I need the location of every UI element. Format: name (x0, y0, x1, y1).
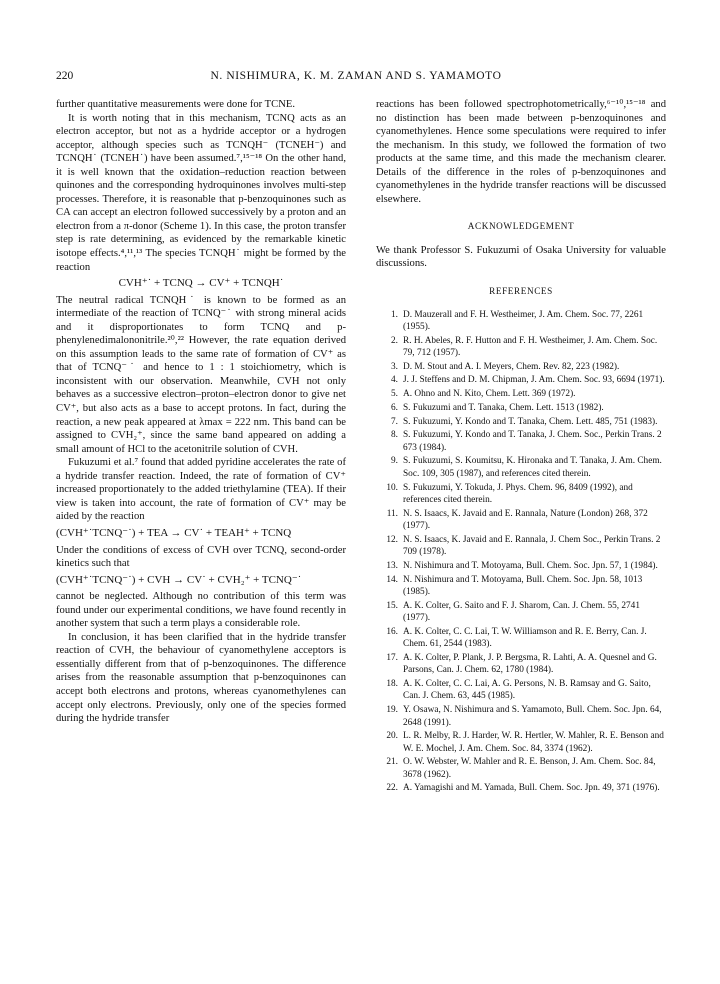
reference-number: 16. (386, 626, 398, 637)
reference-item (376, 534, 666, 559)
reference-number: 8. (391, 430, 398, 441)
equation: CVH⁺˙ + TCNQ → CV⁺ + TCNQH˙ (118, 277, 284, 290)
reference-number: 1. (391, 309, 398, 320)
reference-text: N. S. Isaacs, K. Javaid and E. Rannala, J. Chem Soc., Perkin Trans. 2 709 (1978). (403, 534, 661, 558)
reference-item (376, 782, 666, 794)
reference-text: S. Fukuzumi, Y. Kondo and T. Tanaka, J. Chem. Soc., Perkin Trans. 2 673 (1984). (403, 430, 662, 453)
reference-number: 14. (386, 574, 398, 585)
reference-item (376, 626, 666, 651)
reference-text: Y. Osawa, N. Nishimura and S. Yamamoto, Bull. Chem. Soc. Jpn. 64, 2648 (1991). (403, 705, 662, 728)
reference-text: S. Fukuzumi, S. Koumitsu, K. Hironaka and T. Tanaka, J. Am. Chem. Soc. 109, 305 (1987), and references cited therein. (403, 456, 662, 479)
paragraph: The neutral radical TCNQH˙ is known to be formed as an intermediate of the reaction of TCNQ⁻˙ with strong mineral acids and it disproportionates to form TCNQ and p-phenylenedimalononitrile.²⁰,²² However, the rate equation derived on this assumption leads to the same rate of formation of CV⁺ as that of TCNQ⁻˙ and hence to 1 : 1 stoichiometry, which is inconsistent with our observation. Meanwhile, CVH not only behaves as a successive electron–proton–electron donor to give net CV⁺, but also acts as a base to accept protons. In fact, during the reaction, a new peak appeared at λmax = 222 nm. This band can be assigned to CVH₂⁺, since the same band appeared on adding a small amount of HCl to the acetonitrile solution of CVH. (56, 294, 346, 455)
reference-number: 6. (391, 402, 398, 413)
paragraph: Under the conditions of excess of CVH over TCNQ, second-order kinetics such that (56, 544, 346, 570)
reference-number: 3. (391, 361, 398, 372)
reference-item (376, 574, 666, 599)
paragraph: further quantitative measurements were done for TCNE. (56, 99, 295, 110)
reference-text: S. Fukuzumi, Y. Kondo and T. Tanaka, Chem. Lett. 485, 751 (1983). (403, 416, 658, 427)
reference-text: O. W. Webster, W. Mahler and R. E. Benson, J. Am. Chem. Soc. 84, 3678 (1962). (403, 757, 656, 780)
paragraph: reactions has been followed spectrophotometrically,⁶⁻¹⁰,¹⁵⁻¹⁸ and no distinction has been made between p-benzoquinones and cyanomethylenes. Hence some speculations were required to infer the mechanism. In this study, we followed the formation of two products at the same time, and this made the mechanism clearer. Details of the difference in the roles of p-benzoquinones and cyanomethylenes in the hydride transfer reactions will be discussed elsewhere. (376, 99, 666, 205)
reference-text: J. J. Steffens and D. M. Chipman, J. Am. Chem. Soc. 93, 6694 (1971). (403, 375, 665, 386)
reference-text: A. Yamagishi and M. Yamada, Bull. Chem. Soc. Jpn. 49, 371 (1976). (403, 783, 660, 794)
reference-number: 17. (386, 652, 398, 663)
paragraph: cannot be neglected. Although no contribution of this term was found under our experimental conditions, we have found recently in another system that such a term plays a considerable role. (56, 591, 346, 630)
reference-item (376, 416, 666, 428)
reference-item (376, 704, 666, 729)
reference-number: 19. (386, 705, 398, 716)
references-list (376, 309, 666, 795)
reference-number: 15. (386, 600, 398, 611)
paragraph: Fukuzumi et al.⁷ found that added pyridine accelerates the rate of a hydride transfer reaction. Indeed, the rate of formation of CV⁺ increased proportionately to the added triethylamine (TEA). If their view is taken into account, the rate of formation of CV⁺ may be aided by the reaction (56, 457, 346, 523)
reference-number: 4. (391, 375, 398, 386)
reference-item (376, 652, 666, 677)
paragraph: In conclusion, it has been clarified that in the hydride transfer reaction of CVH, the behaviour of cyanomethylene acceptors is essentially different from that of p-benzoquinones. The difference arises from the reasonable assumption that p-benzoquinones can accept both electrons and protons, whereas cyanomethylenes can accept only electrons. Previously, only one of the species formed during the hydride transfer (56, 631, 346, 725)
reference-text: A. Ohno and N. Kito, Chem. Lett. 369 (1972). (403, 389, 576, 400)
reference-number: 18. (386, 678, 398, 689)
acknowledgement-text: We thank Professor S. Fukuzumi of Osaka University for valuable discussions. (376, 244, 666, 270)
reference-item (376, 560, 666, 572)
reference-item (376, 429, 666, 454)
page-header (56, 70, 656, 86)
reference-text: D. M. Stout and A. I. Meyers, Chem. Rev. 82, 223 (1982). (403, 361, 620, 372)
reference-number: 22. (386, 783, 398, 794)
references-heading: REFERENCES (489, 286, 553, 297)
reference-number: 12. (386, 534, 398, 545)
equation: (CVH⁺˙TCNQ⁻˙) + TEA → CV˙ + TEAH⁺ + TCNQ (56, 526, 292, 539)
reference-text: S. Fukuzumi, Y. Tokuda, J. Phys. Chem. 96, 8409 (1992), and references cited therein. (403, 482, 633, 505)
reference-item (376, 508, 666, 533)
reference-item (376, 482, 666, 507)
reference-text: N. Nishimura and T. Motoyama, Bull. Chem. Soc. Jpn. 58, 1013 (1985). (403, 574, 643, 597)
running-title: N. NISHIMURA, K. M. ZAMAN AND S. YAMAMOTO (210, 70, 502, 82)
page-number: 220 (56, 70, 74, 82)
reference-item (376, 309, 666, 334)
reference-text: A. K. Colter, C. C. Lai, A. G. Persons, N. B. Ramsay and G. Saito, Can. J. Chem. 63, 445 (1985). (403, 678, 651, 702)
reference-number: 9. (391, 456, 398, 467)
reference-number: 13. (386, 560, 398, 571)
reference-number: 21. (386, 757, 398, 768)
reference-item (376, 600, 666, 625)
reference-text: R. H. Abeles, R. F. Hutton and F. H. Westheimer, J. Am. Chem. Soc. 79, 712 (1957). (403, 335, 658, 359)
reference-number: 2. (391, 335, 398, 346)
reference-item (376, 455, 666, 480)
reference-item (376, 678, 666, 703)
reference-text: A. K. Colter, G. Saito and F. J. Sharom, Can. J. Chem. 55, 2741 (1977). (403, 600, 640, 624)
reference-item (376, 361, 666, 373)
reference-item (376, 374, 666, 386)
reference-item (376, 388, 666, 400)
reference-text: L. R. Melby, R. J. Harder, W. R. Hertler, W. Mahler, R. E. Benson and W. E. Mochel, J. Am. Chem. Soc. 84, 3374 (1962). (403, 731, 664, 754)
reference-number: 5. (391, 389, 398, 400)
reference-text: N. Nishimura and T. Motoyama, Bull. Chem. Soc. Jpn. 57, 1 (1984). (403, 560, 658, 571)
reference-item (376, 335, 666, 360)
reference-number: 11. (386, 508, 398, 519)
reference-item (376, 730, 666, 755)
reference-item (376, 402, 666, 414)
reference-number: 10. (386, 482, 398, 493)
reference-text: A. K. Colter, P. Plank, J. P. Bergsma, R. Lahti, A. A. Quesnel and G. Parsons, Can. J. Chem. 62, 1780 (1984). (403, 652, 657, 676)
reference-number: 7. (391, 416, 398, 427)
paragraph: It is worth noting that in this mechanism, TCNQ acts as an electron acceptor, but not as a hydride acceptor or a hydrogen acceptor, although species such as TCNQH⁻ (TCNEH⁻) and TCNQH˙ (TCNEH˙) have been assumed.⁷,¹⁵⁻¹⁸ On the other hand, it is well known that the oxidation–reduction reaction between quinones and the corresponding hydroquinones involves multi-step processes. Therefore, it is reasonable that p-benzoquinones such as CA can accept an electron followed successively by a proton and an electron from a π-donor (Scheme 1). In this case, the proton transfer step is rate determining, as evidenced by the remarkable kinetic isotope effects.⁴,¹¹,¹³ The species TCNQH˙ might be formed by the reaction (56, 112, 346, 273)
right-column (376, 98, 666, 796)
reference-item (376, 756, 666, 781)
reference-text: D. Mauzerall and F. H. Westheimer, J. Am. Chem. Soc. 77, 2261 (1955). (403, 309, 644, 332)
reference-number: 20. (386, 731, 398, 742)
equation: (CVH⁺˙TCNQ⁻˙) + CVH → CV˙ + CVH₂⁺ + TCNQ⁻˙ (56, 573, 302, 586)
reference-text: S. Fukuzumi and T. Tanaka, Chem. Lett. 1513 (1982). (403, 402, 604, 413)
left-column (56, 98, 346, 726)
acknowledgement-heading: ACKNOWLEDGEMENT (467, 221, 575, 232)
reference-text: N. S. Isaacs, K. Javaid and E. Rannala, Nature (London) 268, 372 (1977). (403, 508, 648, 532)
reference-text: A. K. Colter, C. C. Lai, T. W. Williamson and R. E. Berry, Can. J. Chem. 61, 2544 (1983). (403, 626, 647, 650)
